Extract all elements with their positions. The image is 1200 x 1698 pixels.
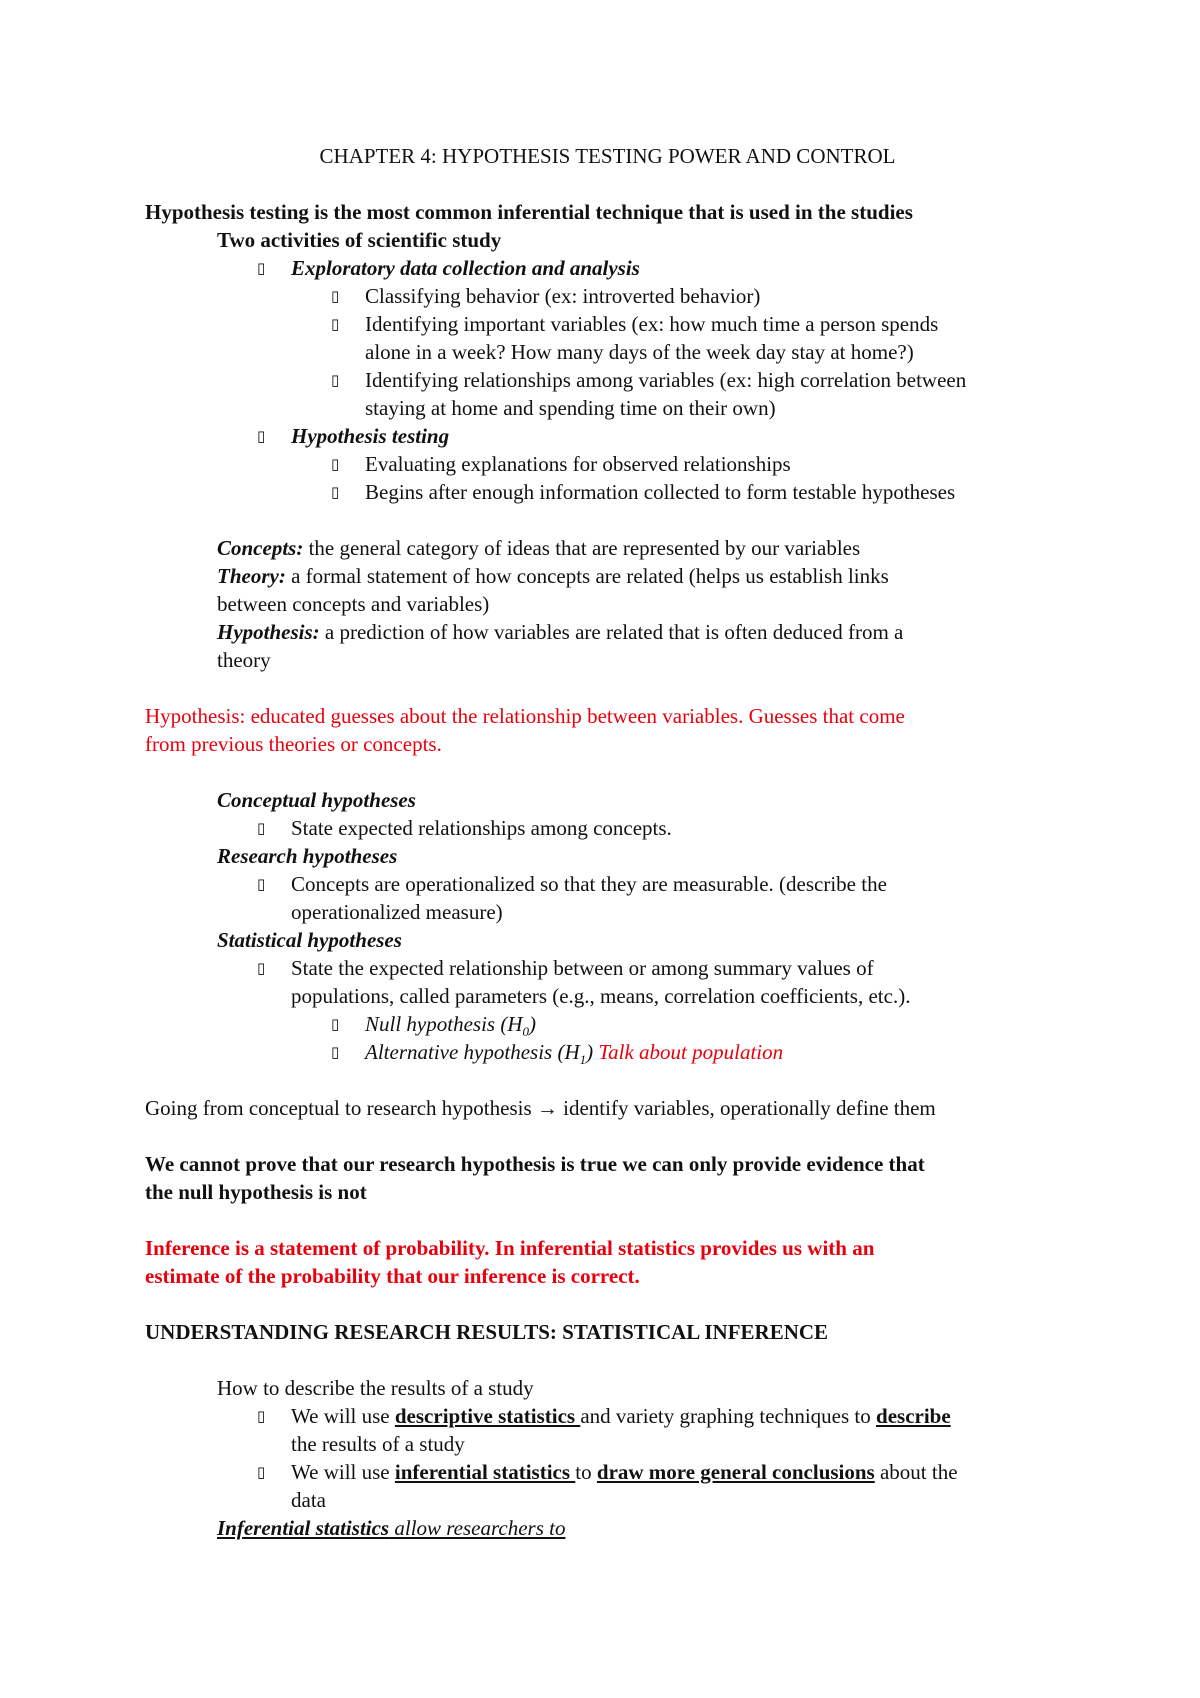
definition-hypothesis: Hypothesis: a prediction of how variables are related that is often deduced from a [217, 620, 904, 644]
bullet-icon: ▯ [257, 819, 266, 837]
cannot-prove-line: the null hypothesis is not [145, 1180, 367, 1204]
definition-theory: Theory: a formal statement of how concepts are related (helps us establish links [217, 564, 889, 588]
inferential-statistics-term: inferential statistics [394, 1460, 576, 1484]
list-item-continued: populations, called parameters (e.g., means, correlation coefficients, etc.). [291, 984, 911, 1008]
inferential-statistics-line: Inferential statistics allow researchers to [217, 1516, 566, 1540]
list-item: ▯ Evaluating explanations for observed relationships [331, 452, 791, 476]
list-item-continued: alone in a week? How many days of the week day stay at home?) [365, 340, 914, 364]
definition-theory-continued: between concepts and variables) [217, 592, 490, 616]
conceptual-hypotheses-label: Conceptual hypotheses [217, 788, 416, 812]
list-item: ▯ We will use descriptive statistics and variety graphing techniques to describe [257, 1404, 951, 1428]
bullet-icon: ▯ [257, 427, 266, 445]
describe-intro: How to describe the results of a study [217, 1376, 534, 1400]
document-body [145, 142, 1070, 1542]
section-heading: UNDERSTANDING RESEARCH RESULTS: STATISTICAL INFERENCE [145, 1320, 829, 1344]
list-item: ▯ Identifying important variables (ex: how much time a person spends [331, 312, 939, 336]
general-conclusions-term: draw more general conclusions [596, 1460, 875, 1484]
bullet-icon: ▯ [331, 1043, 340, 1061]
alternative-hypothesis-item: ▯ Alternative hypothesis $(H_1)$ Talk about population [331, 1040, 784, 1068]
intro-heading: Hypothesis testing is the most common inferential technique that is used in the studies [145, 200, 913, 224]
cannot-prove-line: We cannot prove that our research hypothesis is true we can only provide evidence that [145, 1152, 925, 1176]
list-item: ▯ Classifying behavior (ex: introverted behavior) [331, 284, 761, 308]
bullet-icon: ▯ [331, 287, 340, 305]
activities-subheading: Two activities of scientific study [217, 228, 502, 252]
arrow-right-icon: → [536, 1096, 558, 1120]
list-item-continued: staying at home and spending time on their own) [365, 396, 776, 420]
bullet-icon: ▯ [257, 259, 266, 277]
bullet-icon: ▯ [257, 1463, 266, 1481]
red-note-line: Hypothesis: educated guesses about the relationship between variables. Guesses that come [145, 704, 905, 728]
list-item: ▯ Identifying relationships among variables (ex: high correlation between [331, 368, 967, 392]
bullet-icon: ▯ [331, 455, 340, 473]
bullet-icon: ▯ [331, 1015, 340, 1033]
list-item: ▯ Begins after enough information collected to form testable hypotheses [331, 480, 956, 504]
red-note-line: from previous theories or concepts. [145, 732, 442, 756]
definition-term: Theory: [217, 564, 286, 588]
research-hypotheses-label: Research hypotheses [217, 844, 398, 868]
list-item-continued: operationalized measure) [291, 900, 503, 924]
list-item-continued: data [291, 1488, 326, 1512]
inference-line: Inference is a statement of probability. In inferential statistics provides us with an [145, 1236, 875, 1260]
exploratory-label: ▯ Exploratory data collection and analysis [257, 256, 640, 280]
bullet-icon: ▯ [331, 315, 340, 333]
definition-term: Concepts: [217, 536, 304, 560]
definition-term: Hypothesis: [217, 620, 320, 644]
bullet-icon: ▯ [331, 371, 340, 389]
list-item: ▯ State the expected relationship between or among summary values of [257, 956, 874, 980]
descriptive-statistics-term: descriptive statistics [394, 1404, 581, 1428]
bullet-icon: ▯ [257, 1407, 266, 1425]
statistical-hypotheses-label: Statistical hypotheses [217, 928, 402, 952]
definition-concepts: Concepts: the general category of ideas that are represented by our variables [217, 536, 861, 560]
population-note: Talk about population [593, 1040, 784, 1064]
definition-hypothesis-continued: theory [217, 648, 271, 672]
inference-line: estimate of the probability that our inference is correct. [145, 1264, 640, 1288]
hypothesis-testing-label: ▯ Hypothesis testing [257, 424, 450, 448]
list-item: ▯ We will use inferential statistics to draw more general conclusions about the [257, 1460, 958, 1484]
chapter-title: CHAPTER 4: HYPOTHESIS TESTING POWER AND CONTROL [319, 144, 896, 168]
list-item: ▯ State expected relationships among concepts. [257, 816, 672, 840]
list-item: ▯ Concepts are operationalized so that they are measurable. (describe the [257, 872, 887, 896]
null-hypothesis-item: ▯ Null hypothesis $(H_0)$ [331, 1012, 536, 1040]
bullet-icon: ▯ [331, 483, 340, 501]
conceptual-to-research-line: Going from conceptual to research hypothesis → identify variables, operationally define them [145, 1096, 936, 1120]
inferential-statistics-label: Inferential statistics [217, 1516, 390, 1540]
bullet-icon: ▯ [257, 875, 266, 893]
list-item-continued: the results of a study [291, 1432, 465, 1456]
bullet-icon: ▯ [257, 959, 266, 977]
describe-term: describe [876, 1404, 951, 1428]
